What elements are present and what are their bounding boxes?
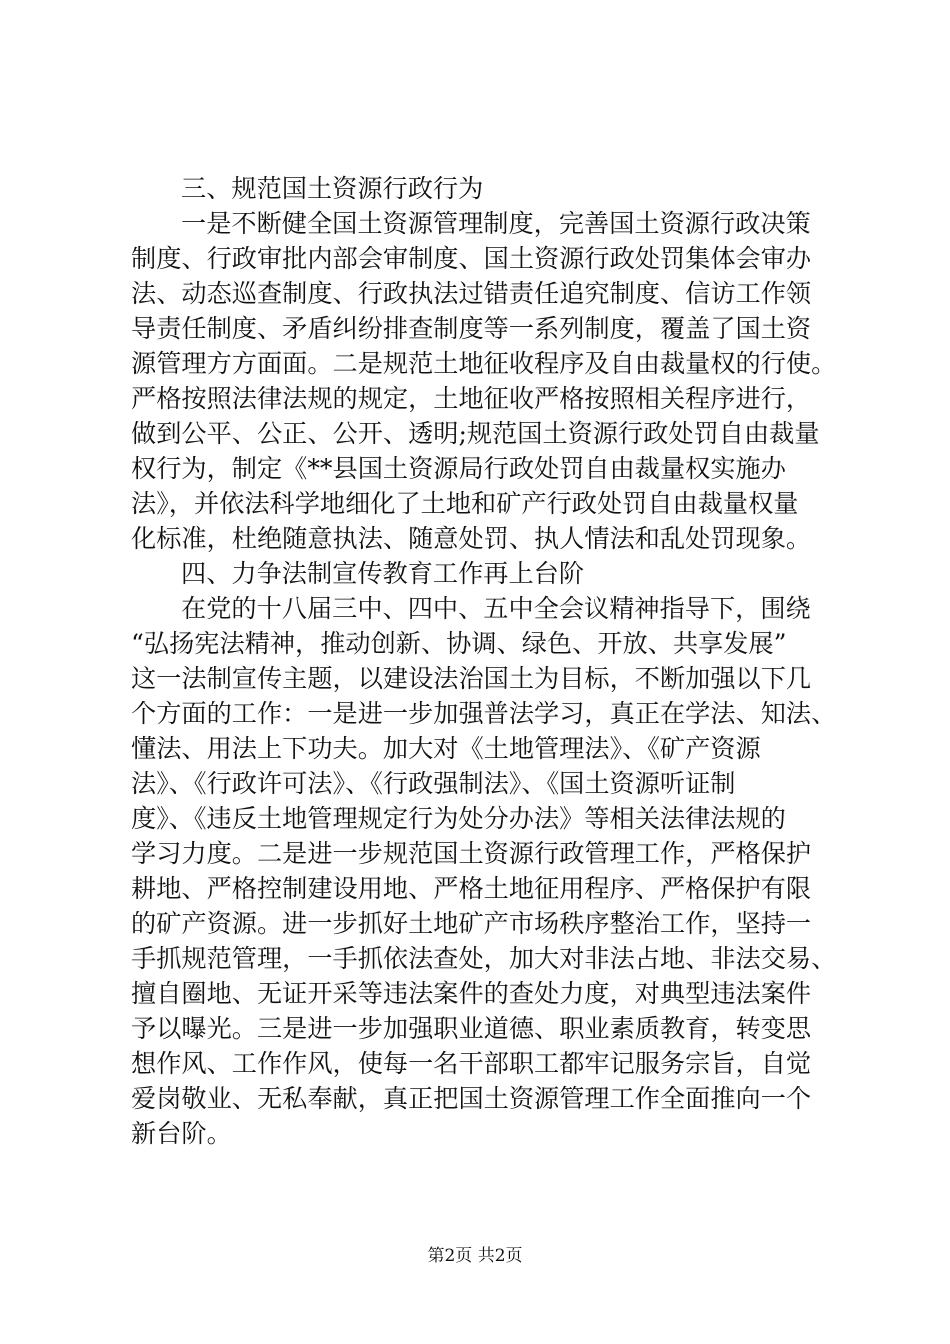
paragraph-line: 的矿产资源。进一步抓好土地矿产市场秩序整治工作，坚持一	[131, 909, 812, 938]
paragraph-line: 新台阶。	[131, 1119, 232, 1148]
paragraph-line: 予以曝光。三是进一步加强职业道德、职业素质教育，转变思	[131, 1014, 812, 1043]
paragraph-line: 手抓规范管理，一手抓依法查处，加大对非法占地、非法交易、	[131, 944, 837, 973]
paragraph-line: 法》，并依法科学地细化了土地和矿产行政处罚自由裁量权量	[131, 489, 799, 518]
paragraph-line: 耕地、严格控制建设用地、严格土地征用程序、严格保护有限	[131, 874, 812, 903]
paragraph-line: 权行为，制定《**县国土资源局行政处罚自由裁量权实施办	[131, 454, 786, 483]
paragraph-line: 在党的十八届三中、四中、五中全会议精神指导下，围绕	[181, 594, 811, 623]
paragraph-line: 想作风、工作作风，使每一名干部职工都牢记服务宗旨，自觉	[131, 1049, 812, 1078]
paragraph-line: 导责任制度、矛盾纠纷排查制度等一系列制度，覆盖了国土资	[131, 314, 812, 343]
paragraph-line: 擅自圈地、无证开采等违法案件的查处力度，对典型违法案件	[131, 979, 812, 1008]
page-number-footer: 第2页 共2页	[427, 1246, 523, 1266]
paragraph-line: 学习力度。二是进一步规范国土资源行政管理工作，严格保护	[131, 839, 812, 868]
paragraph-line: 源管理方方面面。二是规范土地征收程序及自由裁量权的行使。	[131, 349, 837, 378]
paragraph-line: 度》、《违反土地管理规定行为处分办法》等相关法律法规的	[131, 804, 786, 833]
paragraph-line: 这一法制宣传主题，以建设法治国土为目标，不断加强以下几	[131, 664, 812, 693]
paragraph-line: 懂法、用法上下功夫。加大对《土地管理法》、《矿产资源	[131, 734, 761, 763]
paragraph-line: 制度、行政审批内部会审制度、国土资源行政处罚集体会审办	[131, 244, 812, 273]
paragraph-line: 一是不断健全国土资源管理制度，完善国土资源行政决策	[181, 209, 811, 238]
section-heading-3: 三、规范国土资源行政行为	[181, 174, 484, 203]
paragraph-line: 个方面的工作：一是进一步加强普法学习，真正在学法、知法、	[131, 699, 837, 728]
paragraph-line: 化标准，杜绝随意执法、随意处罚、执人情法和乱处罚现象。	[131, 524, 812, 553]
paragraph-line: 做到公平、公正、公开、透明;规范国土资源行政处罚自由裁量	[131, 419, 820, 448]
section-heading-4: 四、力争法制宣传教育工作再上台阶	[181, 559, 584, 588]
paragraph-line: 法》、《行政许可法》、《行政强制法》、《国土资源听证制	[131, 769, 736, 798]
paragraph-line: 爱岗敬业、无私奉献，真正把国土资源管理工作全面推向一个	[131, 1084, 812, 1113]
paragraph-line: “弘扬宪法精神，推动创新、协调、绿色、开放、共享发展”	[131, 629, 787, 658]
paragraph-line: 严格按照法律法规的规定，土地征收严格按照相关程序进行，	[131, 384, 812, 413]
paragraph-line: 法、动态巡查制度、行政执法过错责任追究制度、信访工作领	[131, 279, 812, 308]
